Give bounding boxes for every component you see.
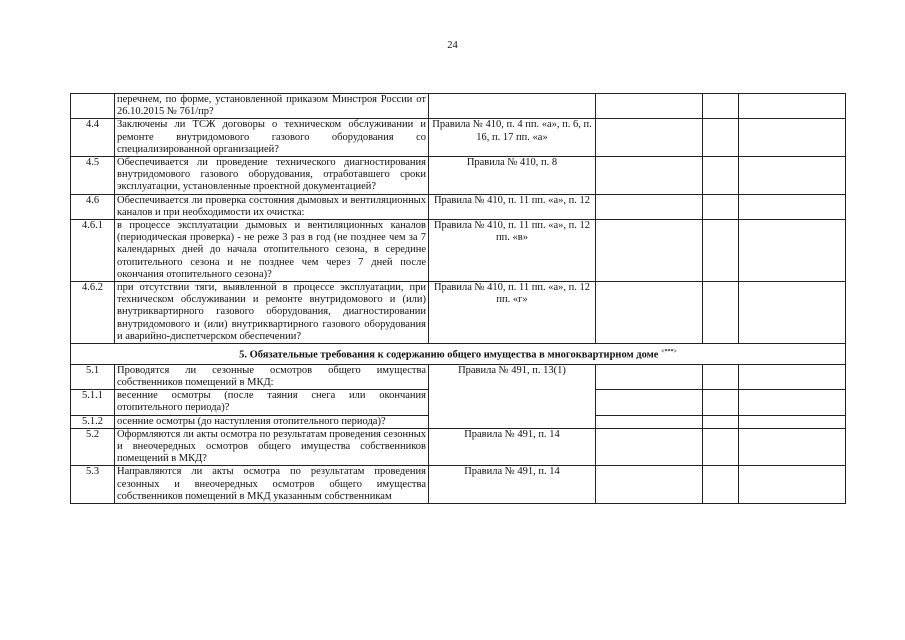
answer-cell-yes — [596, 119, 703, 157]
answer-cell-no — [703, 94, 739, 119]
table-row — [71, 220, 846, 282]
answer-cell-na — [739, 220, 846, 282]
answer-cell-no — [703, 194, 739, 219]
table-row — [71, 119, 846, 157]
section-title: 5. Обязательные требования к содержанию общего имущества в многоквартирном доме — [239, 349, 659, 361]
answer-cell-yes — [596, 282, 703, 344]
row-number — [71, 94, 115, 119]
question-text: весенние осмотры (после таяния снега или окончания отопительного периода)? — [115, 390, 429, 415]
answer-cell-yes — [596, 94, 703, 119]
checklist-table — [70, 93, 846, 504]
answer-cell-na — [739, 415, 846, 428]
row-number: 5.1 — [71, 364, 115, 389]
question-text: Проводятся ли сезонные осмотров общего имущества собственников помещений в МКД: — [115, 364, 429, 389]
row-number: 5.1.2 — [71, 415, 115, 428]
section-footnote-mark: <***> — [661, 349, 677, 356]
question-text: Обеспечивается ли проведение технического диагностирования внутридомового газового оборудования, отработавшего сроки эксплуатации, установленные проектной документацией? — [115, 157, 429, 195]
reference-cell: Правила № 491, п. 14 — [429, 466, 596, 504]
answer-cell-no — [703, 428, 739, 466]
section-heading — [71, 344, 846, 365]
answer-cell-yes — [596, 364, 703, 389]
question-text: осенние осмотры (до наступления отопительного периода)? — [115, 415, 429, 428]
table-row — [71, 282, 846, 344]
row-number: 4.6.2 — [71, 282, 115, 344]
row-number: 5.1.1 — [71, 390, 115, 415]
reference-cell: Правила № 491, п. 13(1) — [429, 364, 596, 428]
answer-cell-no — [703, 282, 739, 344]
answer-cell-na — [739, 94, 846, 119]
page-number: 24 — [447, 40, 458, 51]
row-number: 4.4 — [71, 119, 115, 157]
reference-cell: Правила № 410, п. 11 пп. «а», п. 12 пп. «в» — [429, 220, 596, 282]
question-text: Обеспечивается ли проверка состояния дымовых и вентиляционных каналов и при необходимости их очистка: — [115, 194, 429, 219]
question-text: Заключены ли ТСЖ договоры о техническом обслуживании и ремонте внутридомового газового оборудования со специализированной организацией? — [115, 119, 429, 157]
answer-cell-na — [739, 466, 846, 504]
answer-cell-yes — [596, 194, 703, 219]
reference-cell: Правила № 410, п. 8 — [429, 157, 596, 195]
question-text: при отсутствии тяги, выявленной в процессе эксплуатации, при техническом обслуживании и ремонте внутридомового и (или) внутриквартирного газового оборудования, диагностировании внутридомового и (или) внутриквартирного газового оборудования и аварийно-диспетчерском обеспечении? — [115, 282, 429, 344]
table-row — [71, 364, 846, 389]
row-number: 4.5 — [71, 157, 115, 195]
row-number: 5.3 — [71, 466, 115, 504]
answer-cell-no — [703, 220, 739, 282]
row-number: 4.6.1 — [71, 220, 115, 282]
question-text: перечнем, по форме, установленной приказом Минстроя России от 26.10.2015 № 761/пр? — [115, 94, 429, 119]
answer-cell-na — [739, 390, 846, 415]
table-row — [71, 157, 846, 195]
reference-cell: Правила № 410, п. 11 пп. «а», п. 12 — [429, 194, 596, 219]
table-row — [71, 94, 846, 119]
answer-cell-na — [739, 194, 846, 219]
answer-cell-no — [703, 119, 739, 157]
answer-cell-no — [703, 157, 739, 195]
answer-cell-no — [703, 390, 739, 415]
question-text: в процессе эксплуатации дымовых и вентиляционных каналов (периодическая проверка) - не реже 3 раз в год (не позднее чем за 7 календарных дней до начала отопительного сезона, в середине отопительного сезона и не позднее чем через 7 дней после окончания отопительного сезона)? — [115, 220, 429, 282]
answer-cell-no — [703, 364, 739, 389]
answer-cell-yes — [596, 157, 703, 195]
answer-cell-yes — [596, 415, 703, 428]
table-row — [71, 466, 846, 504]
reference-cell — [429, 94, 596, 119]
question-text: Оформляются ли акты осмотра по результатам проведения сезонных и внеочередных осмотров общего имущества собственников помещений в МКД? — [115, 428, 429, 466]
answer-cell-na — [739, 282, 846, 344]
answer-cell-no — [703, 415, 739, 428]
answer-cell-yes — [596, 466, 703, 504]
answer-cell-na — [739, 364, 846, 389]
section-header-row — [71, 344, 846, 365]
table-row — [71, 194, 846, 219]
reference-cell: Правила № 410, п. 11 пп. «а», п. 12 пп. «г» — [429, 282, 596, 344]
answer-cell-na — [739, 157, 846, 195]
answer-cell-yes — [596, 428, 703, 466]
row-number: 4.6 — [71, 194, 115, 219]
reference-cell: Правила № 410, п. 4 пп. «а», п. 6, п. 16, п. 17 пп. «а» — [429, 119, 596, 157]
answer-cell-no — [703, 466, 739, 504]
answer-cell-yes — [596, 390, 703, 415]
answer-cell-na — [739, 119, 846, 157]
table-row — [71, 428, 846, 466]
answer-cell-na — [739, 428, 846, 466]
reference-cell: Правила № 491, п. 14 — [429, 428, 596, 466]
row-number: 5.2 — [71, 428, 115, 466]
answer-cell-yes — [596, 220, 703, 282]
question-text: Направляются ли акты осмотра по результатам проведения сезонных и внеочередных осмотров общего имущества собственников помещений в МКД указанным собственникам — [115, 466, 429, 504]
